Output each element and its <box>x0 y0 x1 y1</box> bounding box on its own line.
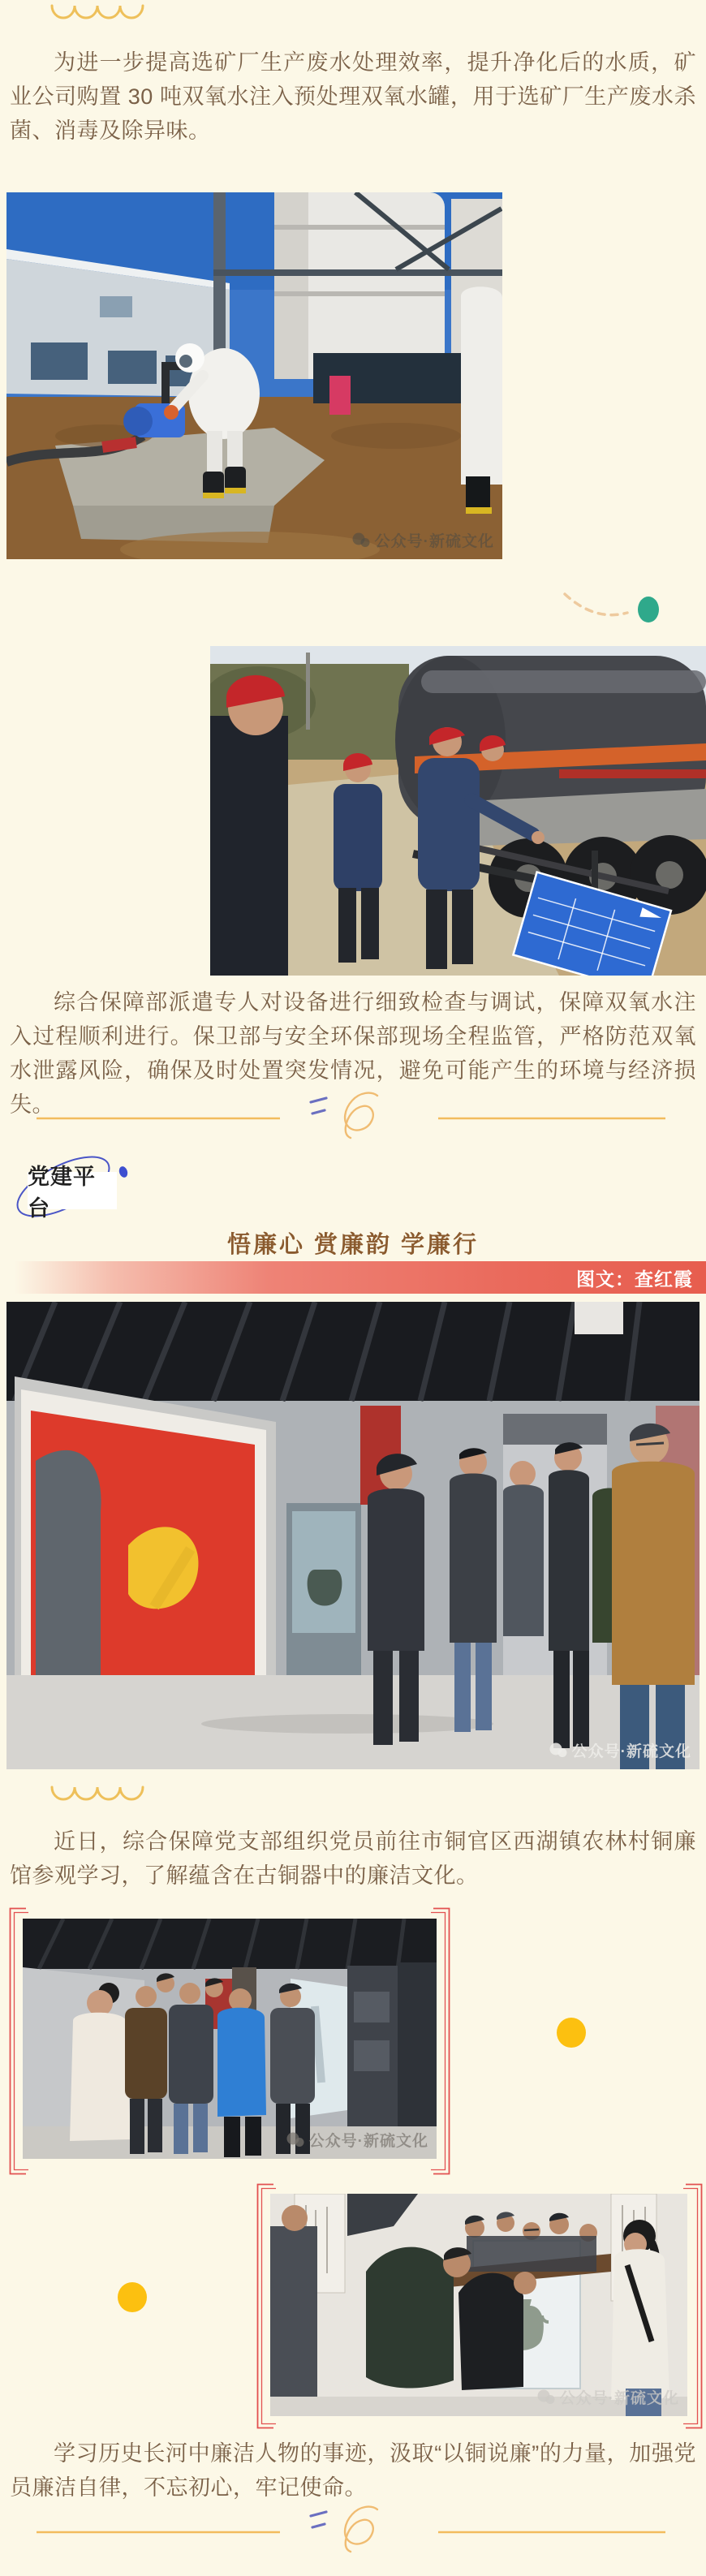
paragraph-hydrogen-peroxide: 为进一步提高选矿厂生产废水处理效率，提升净化后的水质，矿业公司购置 30 吨双氧水注入预处理双氧水罐，用于选矿厂生产废水杀菌、消毒及除异味。 <box>10 50 696 143</box>
photo-bronze-display-case[interactable] <box>270 2194 687 2416</box>
green-dot <box>638 597 659 622</box>
yellow-dot-decoration <box>557 2018 586 2048</box>
framed-photo-display-case <box>256 2183 703 2429</box>
byline-text: 图文：查红霞 <box>576 1268 693 1290</box>
photo-scene <box>270 2194 687 2416</box>
photo-scene <box>6 192 502 559</box>
watermark-text: 公众号·新硫文化 <box>571 1743 691 1760</box>
photo-exhibition-hall[interactable] <box>6 1302 700 1769</box>
section-title: 悟廉心 赏廉韵 学廉行 <box>226 1232 480 1258</box>
photo-tanker-inspection[interactable] <box>210 646 706 976</box>
watermark-text: 公众号·新硫文化 <box>374 533 494 550</box>
party-platform-label: 党建平台 <box>28 1165 96 1221</box>
watermark-text: 公众号·新硫文化 <box>559 2390 679 2407</box>
framed-photo-bronze-hall-group <box>9 1907 450 2175</box>
party-platform-badge <box>28 1165 117 1221</box>
watermark-text: 公众号·新硫文化 <box>308 2133 428 2150</box>
scallop-wave-decoration <box>50 1785 144 1806</box>
photo-scene <box>6 1302 700 1769</box>
scallop-wave-decoration <box>50 3 144 24</box>
byline-banner <box>0 1261 706 1294</box>
leaf-doodle <box>345 2507 377 2552</box>
photo-peroxide-pump-site[interactable] <box>6 192 502 559</box>
yellow-dot-decoration <box>118 2282 147 2312</box>
dashed-arc-decoration <box>562 588 664 627</box>
section-divider <box>0 2501 706 2558</box>
paragraph-integrity-lesson: 学习历史长河中廉洁人物的事迹，汲取“以铜说廉”的力量，加强党员廉洁自律，不忘初心，牢记使命。 <box>10 2441 696 2500</box>
leaf-doodle <box>345 1093 377 1138</box>
paragraph-equipment-check: 综合保障部派遣专人对设备进行细致检查与调试，保障双氧水注入过程顺利进行。保卫部与安全环保部现场全程监管，严格防范双氧水泄露风险，确保及时处置突发情况，避免可能产生的环境与经济损失。 <box>10 990 696 1117</box>
paragraph-museum-visit: 近日，综合保障党支部组织党员前往市铜官区西湖镇农林村铜廉馆参观学习，了解蕴含在古铜器中的廉洁文化。 <box>10 1829 696 1888</box>
photo-scene <box>23 1919 437 2159</box>
section-divider <box>0 1088 706 1144</box>
photo-scene <box>210 646 706 976</box>
photo-lightbox-group[interactable] <box>23 1919 437 2159</box>
